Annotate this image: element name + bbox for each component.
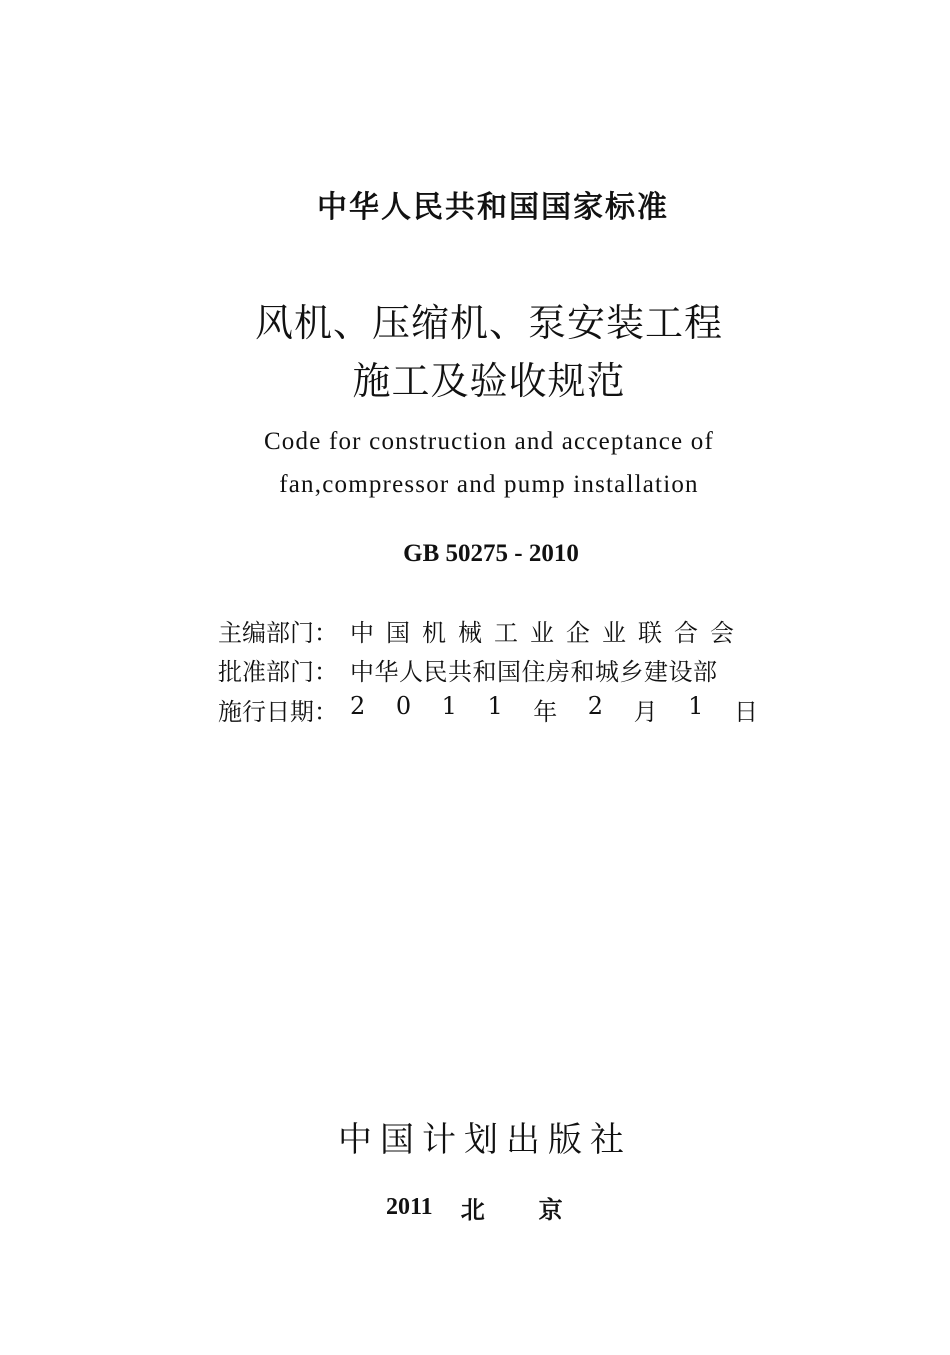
date-part: 年 (533, 697, 558, 726)
editor-value: 中国机械工业企业联合会 (350, 618, 746, 647)
approver-row (218, 652, 758, 686)
title-chinese-line-2: 施工及验收规范 (352, 359, 626, 403)
title-english-line-2: fan,compressor and pump installation (279, 471, 699, 498)
standard-series-heading: 中华人民共和国国家标准 (317, 190, 669, 225)
date-part: 2 (350, 691, 366, 720)
approver-value: 中华人民共和国住房和城乡建设部 (350, 657, 718, 686)
date-part: 0 (395, 691, 412, 720)
effective-date-label: 施行日期： (218, 697, 338, 726)
date-part: 1 (688, 691, 704, 720)
date-part: 1 (441, 691, 457, 720)
standard-number: GB 50275 - 2010 (403, 540, 579, 567)
publication-place-line (386, 1190, 617, 1224)
publisher-name: 中国计划出版社 (338, 1120, 632, 1160)
effective-date-value (350, 692, 758, 727)
editor-label: 主编部门： (218, 618, 338, 647)
title-chinese-line-1: 风机、压缩机、泵安装工程 (254, 301, 723, 345)
date-part: 2 (587, 691, 604, 720)
publication-city: 北京 (460, 1195, 617, 1224)
title-english-line-1: Code for construction and acceptance of (263, 428, 715, 455)
publication-year: 2011 (386, 1193, 433, 1220)
date-part: 1 (487, 691, 503, 720)
editor-row (218, 613, 758, 647)
date-part: 日 (733, 697, 758, 726)
effective-date-row (218, 692, 758, 726)
date-part: 月 (633, 697, 658, 726)
approver-label: 批准部门： (218, 657, 338, 686)
